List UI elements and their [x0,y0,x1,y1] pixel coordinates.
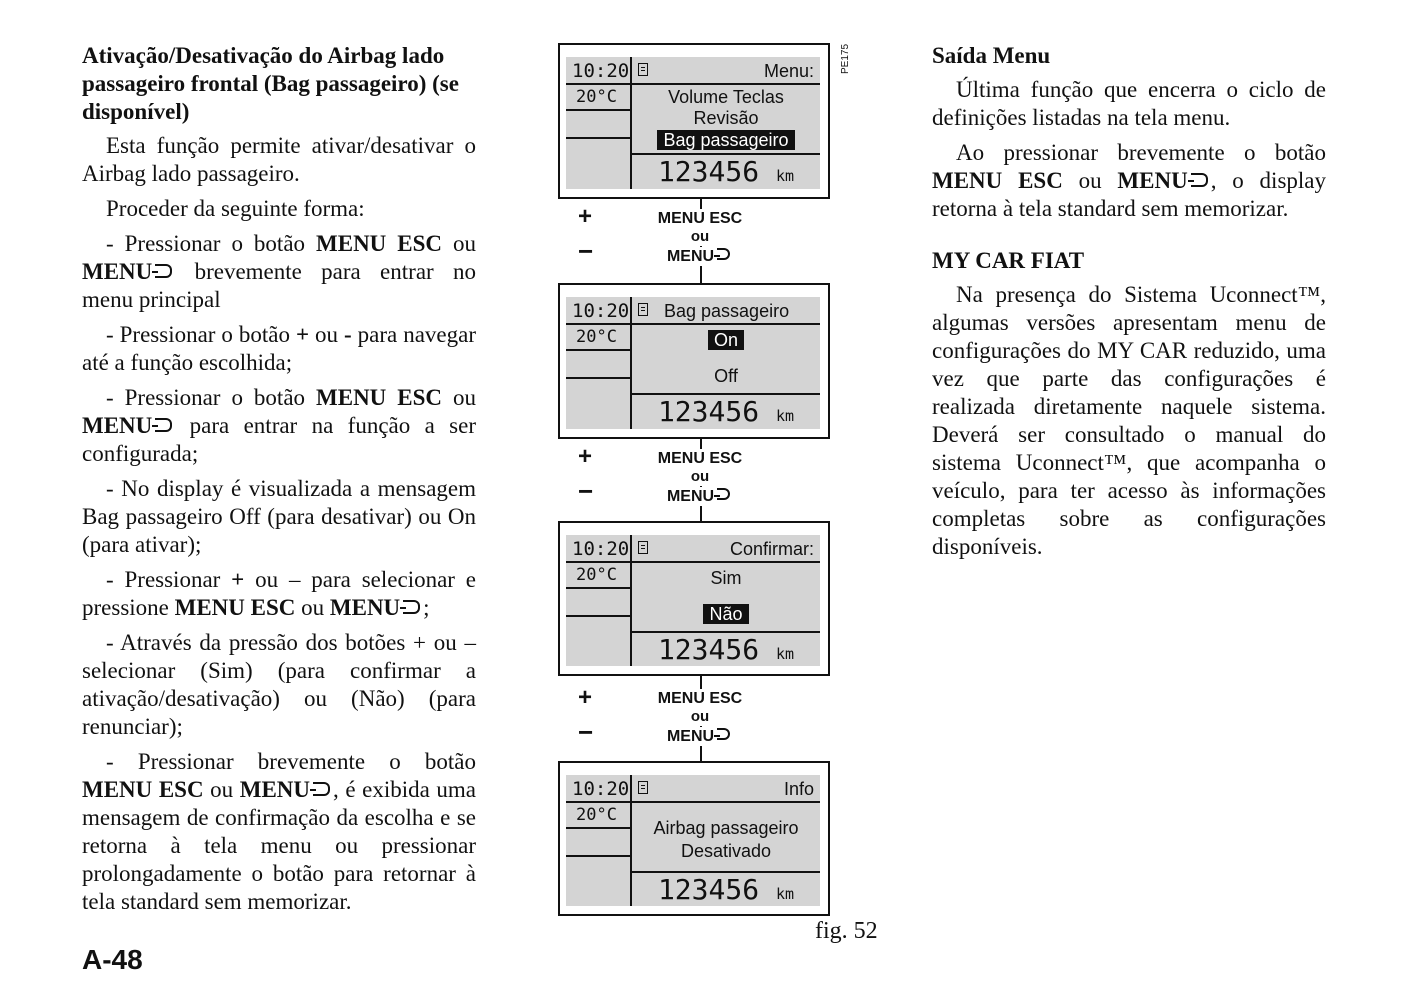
clock: 10:20 [572,60,630,82]
display-screen-confirmar [558,521,830,676]
display-screen-info [558,761,830,916]
paragraph: Ao pressionar brevemente o botão MENU ESC ou MENU , o display retorna à tela standard sem memorizar. [932,140,1326,221]
return-icon [1191,173,1208,187]
navigation-connector [558,439,830,523]
page-number: A-48 [82,944,143,975]
info-line: Desativado [680,841,772,861]
screen-title: Menu: [763,61,814,81]
return-icon [717,248,730,260]
return-icon [403,600,420,614]
navigation-connector [558,676,830,761]
paragraph: Na presença do Sistema Uconnect™, algumas versões apresentam menu de configurações do MY CAR reduzido, uma vez que parte das configurações é realizada diretamente naquele sistema. Deverá ser consultado o manual do sistema Uconnect™, que acompanha o veículo, para ter acesso às informações completas sobre as configurações disponíveis. [932,282,1326,559]
or-label: ou [642,227,758,246]
lcd-panel [566,57,820,189]
return-icon [717,728,730,740]
option-nao-selected: Não [703,604,748,624]
paragraph: - Através da pressão dos botões + ou – selecionar (Sim) (para confirmar a ativação/desativação) ou (Não) (para renunciar); [82,630,476,739]
clock: 10:20 [572,538,630,560]
menu-esc-label: MENU ESC [642,209,758,228]
paragraph: - Pressionar + ou – para selecionar e pressione MENU ESC ou MENU ; [82,567,476,620]
return-icon [717,488,730,500]
paragraph: Proceder da seguinte forma: [106,196,365,221]
section-heading-my-car-fiat: MY CAR FIAT [932,248,1085,273]
navigation-connector [558,199,830,283]
temperature: 20°C [576,87,617,107]
menu-label: MENU [642,727,758,746]
display-screen-menu [558,43,830,199]
temperature: 20°C [576,327,617,347]
option-off: Off [714,366,738,386]
or-label: ou [642,467,758,486]
menu-document-icon [638,63,648,76]
or-label: ou [642,707,758,726]
figure-code: PE175 [840,43,851,74]
return-icon [155,418,172,432]
temperature: 20°C [576,565,617,585]
temperature: 20°C [576,805,617,825]
paragraph: Última função que encerra o ciclo de definições listadas na tela menu. [932,77,1326,130]
menu-document-icon [638,781,648,794]
plus-button-label: + [578,203,593,230]
clock: 10:20 [572,778,630,800]
odometer: 123456 km [657,155,795,188]
return-icon [155,264,172,278]
info-line: Airbag passageiro [653,818,799,838]
lcd-panel [566,535,820,666]
menu-label: MENU [642,487,758,506]
menu-esc-label: MENU ESC [642,449,758,468]
option-sim: Sim [710,568,742,588]
plus-button-label: + [578,684,593,711]
paragraph: - Pressionar o botão MENU ESC ou MENU para entrar na função a ser configurada; [82,385,476,466]
screen-title: Confirmar: [729,539,814,559]
section-heading-airbag: Ativação/Desativação do Airbag lado passageiro frontal (Bag passageiro) (se disponível) [82,43,459,124]
menu-line: Volume Teclas [668,87,784,107]
option-on-selected: On [708,330,744,350]
paragraph: - Pressionar brevemente o botão MENU ESC ou MENU , é exibida uma mensagem de confirmação da escolha e se retorna à tela menu ou pressionar prolongadamente o botão para retornar à tela standard sem memorizar. [82,749,477,914]
lcd-panel [566,297,820,429]
odometer: 123456 km [657,873,795,906]
return-icon [313,782,330,796]
paragraph: - No display é visualizada a mensagem Bag passageiro Off (para desativar) ou On (para ativar); [82,476,476,557]
display-screen-bag-passageiro [558,283,830,439]
screen-title: Info [783,779,814,799]
menu-label: MENU [642,247,758,266]
left-column [82,42,476,923]
menu-line: Revisão [693,108,759,128]
figure-caption: fig. 52 [815,918,878,944]
minus-button-label: − [578,236,594,266]
menu-esc-label: MENU ESC [642,689,758,708]
section-heading-saida-menu: Saída Menu [932,43,1051,68]
screen-title: Bag passageiro [664,301,790,321]
paragraph: - Pressionar o botão MENU ESC ou MENU brevemente para entrar no menu principal [82,231,476,312]
menu-document-icon [638,541,648,554]
odometer: 123456 km [657,633,795,666]
minus-button-label: − [578,476,594,506]
paragraph: - Pressionar o botão + ou - para navegar até a função escolhida; [82,322,477,375]
odometer: 123456 km [657,395,795,428]
paragraph: Esta função permite ativar/desativar o Airbag lado passageiro. [82,133,476,186]
plus-button-label: + [578,443,593,470]
menu-document-icon [638,303,648,316]
menu-line-selected: Bag passageiro [657,130,794,150]
minus-button-label: − [578,717,594,747]
clock: 10:20 [572,300,630,322]
lcd-panel [566,775,820,906]
